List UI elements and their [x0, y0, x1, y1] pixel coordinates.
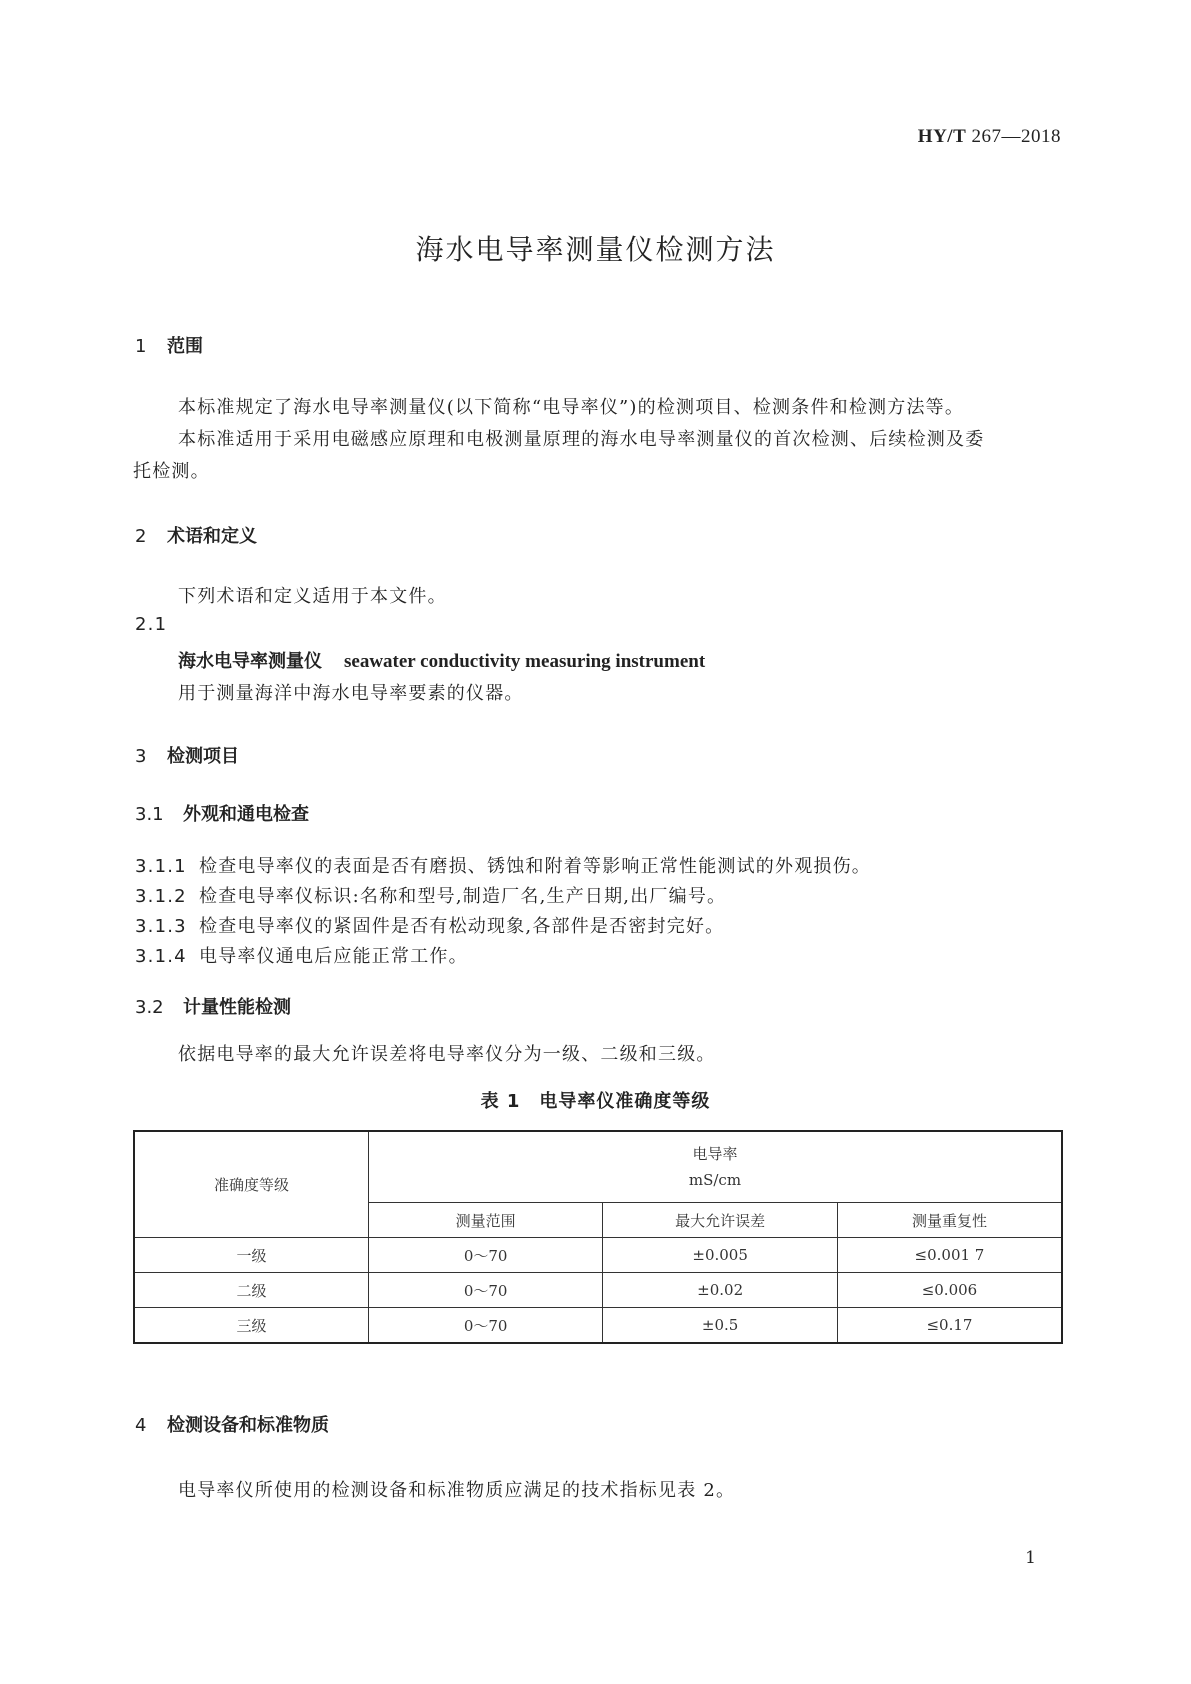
cell-repeatability: ≤0.17: [837, 1308, 1062, 1344]
header-grade: 准确度等级: [134, 1131, 368, 1238]
cell-grade: 三级: [134, 1308, 368, 1344]
section-1-heading: 1 范围: [135, 336, 203, 357]
list-item: 3.1.3 检查电导率仪的紧固件是否有松动现象,各部件是否密封完好。: [135, 916, 725, 937]
table-caption: 表 1 电导率仪准确度等级: [480, 1091, 711, 1112]
term-definition: 用于测量海洋中海水电导率要素的仪器。: [178, 683, 524, 704]
cell-range: 0～70: [368, 1308, 602, 1344]
term-number: 2.1: [135, 614, 168, 635]
cell-mpe: ±0.5: [603, 1308, 838, 1344]
header-param: 电导率: [692, 1145, 738, 1163]
header-unit: mS/cm: [688, 1171, 742, 1189]
section-4-heading: 4 检测设备和标准物质: [135, 1415, 329, 1436]
list-item: 3.1.4 电导率仪通电后应能正常工作。: [135, 946, 468, 967]
cell-range: 0～70: [368, 1238, 602, 1273]
section-3-2-heading: 3.2 计量性能检测: [135, 997, 291, 1018]
accuracy-grade-table: [133, 1130, 1063, 1344]
cell-repeatability: ≤0.001 7: [837, 1238, 1062, 1273]
table-row: [134, 1308, 1062, 1344]
cell-repeatability: ≤0.006: [837, 1273, 1062, 1308]
list-item: 3.1.2 检查电导率仪标识:名称和型号,制造厂名,生产日期,出厂编号。: [135, 886, 727, 907]
list-item: 3.1.1 检查电导率仪的表面是否有磨损、锈蚀和附着等影响正常性能测试的外观损伤。: [135, 856, 871, 877]
header-conductivity: [368, 1131, 1062, 1203]
table-row: [134, 1273, 1062, 1308]
cell-grade: 一级: [134, 1238, 368, 1273]
term-entry: 海水电导率测量仪 seawater conductivity measuring instrument: [178, 651, 706, 672]
page-number: 1: [1025, 1548, 1036, 1568]
cell-grade: 二级: [134, 1273, 368, 1308]
header-repeatability: 测量重复性: [837, 1203, 1062, 1238]
section-3-heading: 3 检测项目: [135, 746, 239, 767]
cell-mpe: ±0.02: [603, 1273, 838, 1308]
section-1-paragraph-1: 本标准规定了海水电导率测量仪(以下简称“电导率仪”)的检测项目、检测条件和检测方法等。: [178, 397, 965, 418]
section-2-paragraph: 下列术语和定义适用于本文件。: [178, 586, 447, 607]
table-row: [134, 1238, 1062, 1273]
cell-mpe: ±0.005: [603, 1238, 838, 1273]
document-number: HY/T 267—2018: [917, 126, 1061, 147]
document-title: 海水电导率测量仪检测方法: [415, 233, 776, 266]
cell-range: 0～70: [368, 1273, 602, 1308]
section-1-paragraph-2: 本标准适用于采用电磁感应原理和电极测量原理的海水电导率测量仪的首次检测、后续检测及委: [178, 429, 985, 450]
section-2-heading: 2 术语和定义: [135, 526, 257, 547]
section-4-paragraph: 电导率仪所使用的检测设备和标准物质应满足的技术指标见表 2。: [178, 1480, 736, 1501]
section-1-paragraph-2-cont: 托检测。: [133, 461, 210, 482]
header-mpe: 最大允许误差: [603, 1203, 838, 1238]
section-3-2-paragraph: 依据电导率的最大允许误差将电导率仪分为一级、二级和三级。: [178, 1044, 716, 1065]
header-range: 测量范围: [368, 1203, 602, 1238]
section-3-1-heading: 3.1 外观和通电检查: [135, 804, 309, 825]
